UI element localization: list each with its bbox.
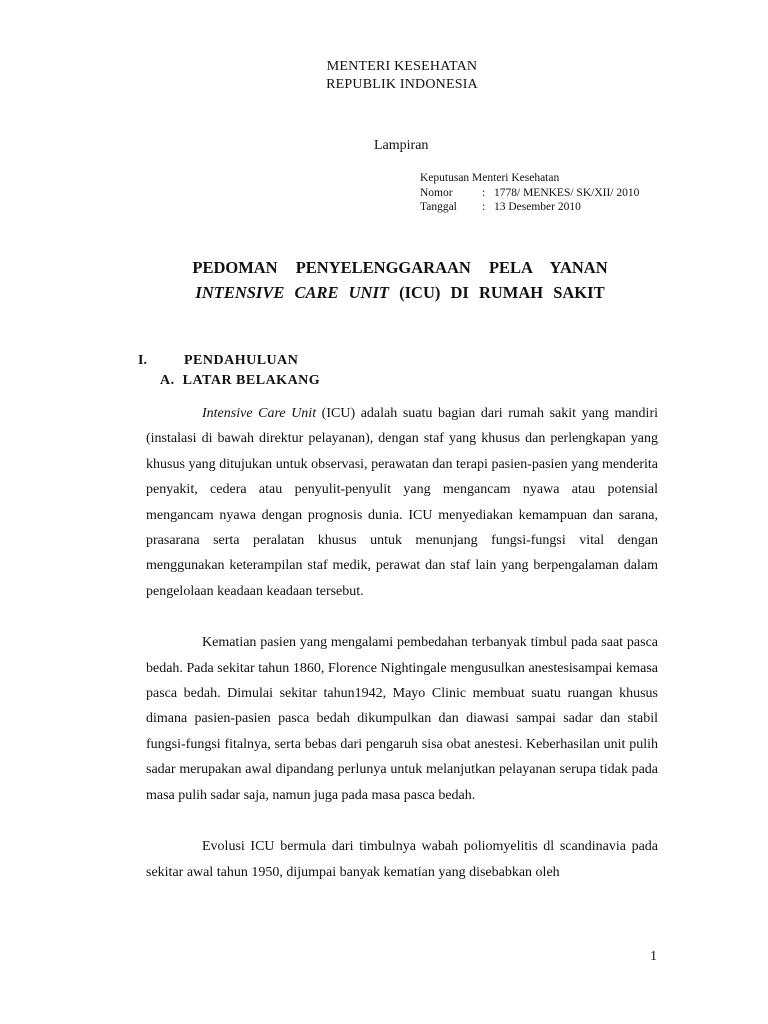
document-title-rest: (ICU) DI RUMAH SAKIT	[399, 283, 605, 302]
document-title-line1: PEDOMAN PENYELENGGARAAN PELA YANAN	[192, 258, 608, 277]
paragraph-3: Evolusi ICU bermula dari timbulnya wabah poliomyelitis dl scandinavia pada sekitar awal tahun 1950, dijumpai banyak kematian yang disebabkan oleh	[146, 839, 658, 880]
decree-date-label: Tanggal	[420, 201, 457, 213]
section-title: PENDAHULUAN	[184, 353, 299, 368]
page-number: 1	[650, 949, 657, 964]
decree-date-row	[420, 200, 639, 215]
subsection-label: A.	[160, 373, 175, 388]
section-number: I.	[138, 353, 147, 368]
decree-title: Keputusan Menteri Kesehatan	[420, 172, 560, 184]
decree-number-row	[420, 186, 639, 201]
decree-date-value: 13 Desember 2010	[494, 201, 581, 213]
decree-number-separator: :	[482, 186, 486, 199]
paragraph-1-text: (ICU) adalah suatu bagian dari rumah sakit yang mandiri (instalasi di bawah direktur pelayanan), dengan staf yang khusus dan perlengkapan yang khusus yang ditujukan untuk observasi, perawatan dan terapi pasien-pasien yang menderita penyakit, cedera atau penyulit-penyulit yang mengancam nyawa atau potensial mengancam nyawa dengan prognosis dunia. ICU menyediakan kemampuan dan sarana, prasarana serta peralatan khusus untuk menunjang fungsi-fungsi vital dengan menggunakan keterampilan staf medik, perawat dan staf lain yang berpengalaman dalam pengelolaan keadaan keadaan tersebut.	[146, 406, 658, 599]
paragraph-1-italic: Intensive Care Unit	[202, 406, 317, 421]
subsection-title: LATAR BELAKANG	[182, 373, 321, 388]
ministry-header	[0, 58, 768, 94]
decree-number-value: 1778/ MENKES/ SK/XII/ 2010	[494, 186, 640, 199]
decree-number-label: Nomor	[420, 186, 453, 199]
document-title-line2	[32, 280, 768, 305]
paragraph-2: Kematian pasien yang mengalami pembedahan terbanyak timbul pada saat pasca bedah. Pada sekitar tahun 1860, Florence Nightingale mengusulkan anestesisampai kemasa pasca bedah. Dimulai sekitar tahun1942, Mayo Clinic membuat suatu ruangan khusus dimana pasien-pasien pasca bedah dikumpulkan dan diawasi sampai sadar dan stabil fungsi-fungsi fitalnya, serta bebas dari pengaruh sisa obat anestesi. Keberhasilan unit pulih sadar merupakan awal dipandang perlunya untuk melanjutkan pelayanan serupa tidak pada masa pulih sadar saja, namun juga pada masa pasca bedah.	[146, 635, 658, 803]
ministry-name: MENTERI KESEHATAN	[326, 59, 478, 74]
decree-date-separator: :	[482, 201, 486, 213]
country-name: REPUBLIK INDONESIA	[326, 77, 478, 92]
document-title	[0, 255, 768, 305]
body-text	[146, 401, 658, 911]
paragraph-1	[146, 401, 658, 604]
attachment-label: Lampiran	[374, 138, 429, 153]
document-title-italic: INTENSIVE CARE UNIT	[195, 283, 389, 302]
decree-table	[420, 186, 639, 215]
subsection-heading	[160, 373, 320, 389]
decree-info	[420, 171, 639, 215]
